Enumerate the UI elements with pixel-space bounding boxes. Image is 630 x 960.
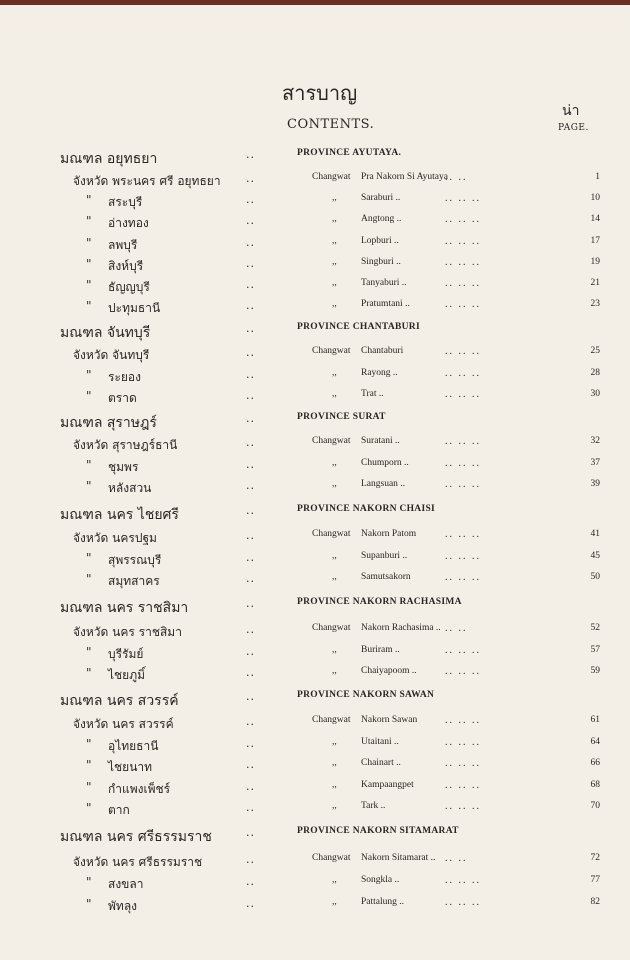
- leader-dots: .. .. ..: [445, 214, 481, 225]
- changwat-thai-name: จังหวัด พระนคร ศรี อยุทธยา: [73, 174, 221, 188]
- changwat-english-name: Nakorn Sawan: [361, 715, 418, 725]
- changwat-prefix: ,,: [332, 572, 337, 582]
- changwat-thai-name: ลพบุรี: [108, 238, 138, 252]
- changwat-row: [0, 299, 630, 317]
- leader-dots: .. .. ..: [445, 780, 481, 791]
- changwat-prefix: Changwat: [312, 715, 351, 725]
- changwat-row: [0, 551, 630, 569]
- changwat-english-name: Tanyaburi ..: [361, 278, 407, 288]
- separator-dots: ..: [246, 801, 255, 814]
- leader-dots: .. .. ..: [445, 436, 481, 447]
- changwat-english-name: Chaiyapoom ..: [361, 666, 417, 676]
- ditto-mark: ": [86, 368, 92, 382]
- page-number: 52: [590, 623, 600, 633]
- changwat-row: [0, 193, 630, 211]
- separator-dots: ..: [246, 623, 255, 636]
- changwat-thai-name: สุพรรณบุรี: [108, 553, 162, 567]
- page-number: 21: [590, 278, 600, 288]
- changwat-thai-name: ตราด: [108, 391, 137, 405]
- changwat-english-name: Tark ..: [361, 801, 386, 811]
- leader-dots: .. .. ..: [445, 666, 481, 677]
- separator-dots: ..: [246, 236, 255, 249]
- changwat-row: [0, 780, 630, 798]
- page-number: 32: [590, 436, 600, 446]
- changwat-prefix: Changwat: [312, 623, 351, 633]
- changwat-row: [0, 479, 630, 497]
- separator-dots: ..: [246, 412, 255, 425]
- changwat-row: [0, 458, 630, 476]
- changwat-thai-name: สงขลา: [108, 877, 144, 891]
- changwat-prefix: ,,: [332, 193, 337, 203]
- page-number: 72: [590, 853, 600, 863]
- changwat-thai-name: ระยอง: [108, 370, 141, 384]
- changwat-thai-name: จังหวัด จันทบุรี: [73, 348, 150, 362]
- ditto-mark: ": [86, 572, 92, 586]
- province-thai-name: มณฑล นคร สวรรค์: [60, 693, 179, 709]
- separator-dots: ..: [246, 346, 255, 359]
- changwat-english-name: Samutsakorn: [361, 572, 411, 582]
- changwat-row: [0, 436, 630, 454]
- page-number: 37: [590, 458, 600, 468]
- page-number: 10: [590, 193, 600, 203]
- ditto-mark: ": [86, 458, 92, 472]
- separator-dots: ..: [246, 193, 255, 206]
- leader-dots: .. .. ..: [445, 458, 481, 469]
- changwat-prefix: Changwat: [312, 529, 351, 539]
- separator-dots: ..: [246, 572, 255, 585]
- separator-dots: ..: [246, 148, 255, 161]
- changwat-prefix: ,,: [332, 389, 337, 399]
- leader-dots: .. .. ..: [445, 897, 481, 908]
- changwat-prefix: Changwat: [312, 436, 351, 446]
- changwat-english-name: Buriram ..: [361, 645, 400, 655]
- changwat-english-name: Pratumtani ..: [361, 299, 410, 309]
- changwat-prefix: Changwat: [312, 346, 351, 356]
- leader-dots: .. .. ..: [445, 758, 481, 769]
- leader-dots: .. .. ..: [445, 236, 481, 247]
- changwat-row: [0, 666, 630, 684]
- changwat-prefix: ,,: [332, 257, 337, 267]
- province-thai-name: มณฑล นคร ศรีธรรมราช: [60, 829, 212, 845]
- page-number: 66: [590, 758, 600, 768]
- page-number: 70: [590, 801, 600, 811]
- changwat-prefix: ,,: [332, 758, 337, 768]
- changwat-prefix: Changwat: [312, 172, 351, 182]
- leader-dots: .. ..: [445, 172, 468, 183]
- changwat-prefix: ,,: [332, 551, 337, 561]
- changwat-english-name: Lopburi ..: [361, 236, 399, 246]
- changwat-thai-name: จังหวัด นคร ราชสิมา: [73, 625, 182, 639]
- changwat-english-name: Chantaburi: [361, 346, 404, 356]
- changwat-thai-name: ไชยนาท: [108, 760, 153, 774]
- separator-dots: ..: [246, 826, 255, 839]
- contents-page: [0, 5, 630, 960]
- changwat-thai-name: สระบุรี: [108, 195, 143, 209]
- changwat-prefix: ,,: [332, 214, 337, 224]
- ditto-mark: ": [86, 236, 92, 250]
- leader-dots: .. .. ..: [445, 193, 481, 204]
- ditto-mark: ": [86, 214, 92, 228]
- changwat-english-name: Saraburi ..: [361, 193, 401, 203]
- separator-dots: ..: [246, 645, 255, 658]
- separator-dots: ..: [246, 780, 255, 793]
- page-number: 23: [590, 299, 600, 309]
- ditto-mark: ": [86, 299, 92, 313]
- page-number: 19: [590, 257, 600, 267]
- separator-dots: ..: [246, 715, 255, 728]
- ditto-mark: ": [86, 389, 92, 403]
- separator-dots: ..: [246, 758, 255, 771]
- changwat-english-name: Nakorn Patom: [361, 529, 417, 539]
- changwat-english-name: Supanburi ..: [361, 551, 408, 561]
- changwat-row: [0, 737, 630, 755]
- province-heading-row: [0, 826, 630, 844]
- page-number: 64: [590, 737, 600, 747]
- changwat-thai-name: จังหวัด นคร สวรรค์: [73, 717, 174, 731]
- leader-dots: .. .. ..: [445, 257, 481, 268]
- separator-dots: ..: [246, 278, 255, 291]
- province-heading-row: [0, 690, 630, 708]
- changwat-english-name: Langsuan ..: [361, 479, 406, 489]
- separator-dots: ..: [246, 529, 255, 542]
- province-thai-name: มณฑล นคร ราชสิมา: [60, 600, 189, 616]
- changwat-thai-name: บุรีรัมย์: [108, 647, 144, 661]
- separator-dots: ..: [246, 597, 255, 610]
- changwat-row: [0, 368, 630, 386]
- ditto-mark: ": [86, 737, 92, 751]
- changwat-thai-name: สมุทสาคร: [108, 574, 160, 588]
- province-english-name: PROVINCE NAKORN CHAISI: [297, 504, 436, 514]
- changwat-english-name: Nakorn Sitamarat ..: [361, 853, 436, 863]
- leader-dots: .. .. ..: [445, 299, 481, 310]
- changwat-prefix: ,,: [332, 479, 337, 489]
- page-number: 17: [590, 236, 600, 246]
- province-thai-name: มณฑล นคร ไชยศรี: [60, 507, 179, 523]
- separator-dots: ..: [246, 897, 255, 910]
- separator-dots: ..: [246, 853, 255, 866]
- page-number: 25: [590, 346, 600, 356]
- thai-page-label: น่า: [562, 103, 580, 119]
- changwat-row: [0, 875, 630, 893]
- province-english-name: PROVINCE AYUTAYA.: [297, 148, 402, 158]
- leader-dots: .. .. ..: [445, 278, 481, 289]
- changwat-row: [0, 389, 630, 407]
- separator-dots: ..: [246, 257, 255, 270]
- thai-title: สารบาญ: [282, 81, 358, 105]
- changwat-row: [0, 801, 630, 819]
- separator-dots: ..: [246, 322, 255, 335]
- ditto-mark: ": [86, 479, 92, 493]
- leader-dots: .. ..: [445, 623, 468, 634]
- changwat-row: [0, 214, 630, 232]
- changwat-row: [0, 529, 630, 547]
- separator-dots: ..: [246, 737, 255, 750]
- changwat-thai-name: ไชยภูมิ์: [108, 668, 146, 682]
- changwat-row: [0, 645, 630, 663]
- ditto-mark: ": [86, 758, 92, 772]
- page-number: 50: [590, 572, 600, 582]
- leader-dots: .. .. ..: [445, 529, 481, 540]
- separator-dots: ..: [246, 458, 255, 471]
- leader-dots: .. .. ..: [445, 715, 481, 726]
- leader-dots: .. .. ..: [445, 479, 481, 490]
- province-heading-row: [0, 412, 630, 430]
- separator-dots: ..: [246, 690, 255, 703]
- province-thai-name: มณฑล สุราษฎร์: [60, 415, 157, 431]
- page-number: 61: [590, 715, 600, 725]
- changwat-prefix: Changwat: [312, 853, 351, 863]
- changwat-english-name: Utaitani ..: [361, 737, 399, 747]
- changwat-row: [0, 623, 630, 641]
- changwat-thai-name: จังหวัด นครปฐม: [73, 531, 157, 545]
- changwat-prefix: ,,: [332, 299, 337, 309]
- changwat-prefix: ,,: [332, 737, 337, 747]
- separator-dots: ..: [246, 172, 255, 185]
- ditto-mark: ": [86, 897, 92, 911]
- changwat-row: [0, 758, 630, 776]
- changwat-row: [0, 897, 630, 915]
- leader-dots: .. .. ..: [445, 368, 481, 379]
- changwat-english-name: Chainart ..: [361, 758, 401, 768]
- separator-dots: ..: [246, 368, 255, 381]
- page-number: 39: [590, 479, 600, 489]
- separator-dots: ..: [246, 299, 255, 312]
- separator-dots: ..: [246, 666, 255, 679]
- page-number: 1: [595, 172, 600, 182]
- page-number: 77: [590, 875, 600, 885]
- changwat-thai-name: สิงห์บุรี: [108, 259, 144, 273]
- changwat-prefix: ,,: [332, 278, 337, 288]
- changwat-english-name: Pra Nakorn Si Ayutaya: [361, 172, 448, 182]
- page-number: 41: [590, 529, 600, 539]
- ditto-mark: ": [86, 193, 92, 207]
- changwat-english-name: Kampaangpet: [361, 780, 414, 790]
- separator-dots: ..: [246, 551, 255, 564]
- changwat-thai-name: กำแพงเพ็ชร์: [108, 782, 171, 796]
- changwat-row: [0, 257, 630, 275]
- changwat-thai-name: อ่างทอง: [108, 216, 149, 230]
- changwat-english-name: Pattalung ..: [361, 897, 405, 907]
- changwat-prefix: ,,: [332, 780, 337, 790]
- ditto-mark: ": [86, 801, 92, 815]
- changwat-thai-name: จังหวัด นคร ศรีธรรมราช: [73, 855, 203, 869]
- changwat-thai-name: จังหวัด สุราษฎร์ธานี: [73, 438, 178, 452]
- leader-dots: .. .. ..: [445, 801, 481, 812]
- changwat-thai-name: อุไทยธานี: [108, 739, 159, 753]
- ditto-mark: ": [86, 645, 92, 659]
- changwat-row: [0, 572, 630, 590]
- changwat-prefix: ,,: [332, 875, 337, 885]
- province-english-name: PROVINCE NAKORN SITAMARAT: [297, 826, 459, 836]
- province-english-name: PROVINCE NAKORN SAWAN: [297, 690, 435, 700]
- ditto-mark: ": [86, 875, 92, 889]
- changwat-english-name: Songkla ..: [361, 875, 400, 885]
- leader-dots: .. .. ..: [445, 346, 481, 357]
- separator-dots: ..: [246, 214, 255, 227]
- changwat-english-name: Singburi ..: [361, 257, 401, 267]
- page-number: 68: [590, 780, 600, 790]
- page-number: 28: [590, 368, 600, 378]
- leader-dots: .. .. ..: [445, 551, 481, 562]
- page-number: 14: [590, 214, 600, 224]
- changwat-english-name: Rayong ..: [361, 368, 398, 378]
- changwat-thai-name: หลังสวน: [108, 481, 152, 495]
- leader-dots: .. .. ..: [445, 572, 481, 583]
- changwat-prefix: ,,: [332, 666, 337, 676]
- changwat-row: [0, 236, 630, 254]
- changwat-prefix: ,,: [332, 368, 337, 378]
- ditto-mark: ": [86, 666, 92, 680]
- separator-dots: ..: [246, 875, 255, 888]
- changwat-prefix: ,,: [332, 236, 337, 246]
- leader-dots: .. .. ..: [445, 389, 481, 400]
- province-english-name: PROVINCE SURAT: [297, 412, 386, 422]
- page-number: 30: [590, 389, 600, 399]
- changwat-prefix: ,,: [332, 645, 337, 655]
- changwat-english-name: Chumporn ..: [361, 458, 409, 468]
- page-number: 45: [590, 551, 600, 561]
- page-number: 82: [590, 897, 600, 907]
- changwat-thai-name: ชุมพร: [108, 460, 139, 474]
- separator-dots: ..: [246, 389, 255, 402]
- changwat-row: [0, 715, 630, 733]
- changwat-thai-name: ตาก: [108, 803, 130, 817]
- changwat-row: [0, 172, 630, 190]
- changwat-thai-name: ธัญญบุรี: [108, 280, 150, 294]
- province-heading-row: [0, 504, 630, 522]
- leader-dots: .. .. ..: [445, 645, 481, 656]
- leader-dots: .. ..: [445, 853, 468, 864]
- ditto-mark: ": [86, 780, 92, 794]
- leader-dots: .. .. ..: [445, 737, 481, 748]
- changwat-english-name: Suratani ..: [361, 436, 400, 446]
- changwat-prefix: ,,: [332, 897, 337, 907]
- changwat-english-name: Trat ..: [361, 389, 384, 399]
- page-column-label: PAGE.: [558, 123, 589, 133]
- ditto-mark: ": [86, 551, 92, 565]
- separator-dots: ..: [246, 504, 255, 517]
- separator-dots: ..: [246, 479, 255, 492]
- contents-title: CONTENTS.: [287, 117, 375, 132]
- province-english-name: PROVINCE NAKORN RACHASIMA: [297, 597, 462, 607]
- changwat-row: [0, 278, 630, 296]
- changwat-row: [0, 346, 630, 364]
- province-heading-row: [0, 148, 630, 166]
- page-number: 59: [590, 666, 600, 676]
- changwat-prefix: ,,: [332, 801, 337, 811]
- province-english-name: PROVINCE CHANTABURI: [297, 322, 420, 332]
- leader-dots: .. .. ..: [445, 875, 481, 886]
- changwat-thai-name: พัทลุง: [108, 899, 138, 913]
- changwat-english-name: Nakorn Rachasima ..: [361, 623, 441, 633]
- changwat-english-name: Angtong ..: [361, 214, 402, 224]
- province-heading-row: [0, 322, 630, 340]
- changwat-thai-name: ปะทุมธานี: [108, 301, 161, 315]
- changwat-prefix: ,,: [332, 458, 337, 468]
- ditto-mark: ": [86, 257, 92, 271]
- province-heading-row: [0, 597, 630, 615]
- changwat-row: [0, 853, 630, 871]
- separator-dots: ..: [246, 436, 255, 449]
- province-thai-name: มณฑล จันทบุรี: [60, 325, 151, 341]
- page-number: 57: [590, 645, 600, 655]
- province-thai-name: มณฑล อยุทธยา: [60, 151, 158, 167]
- ditto-mark: ": [86, 278, 92, 292]
